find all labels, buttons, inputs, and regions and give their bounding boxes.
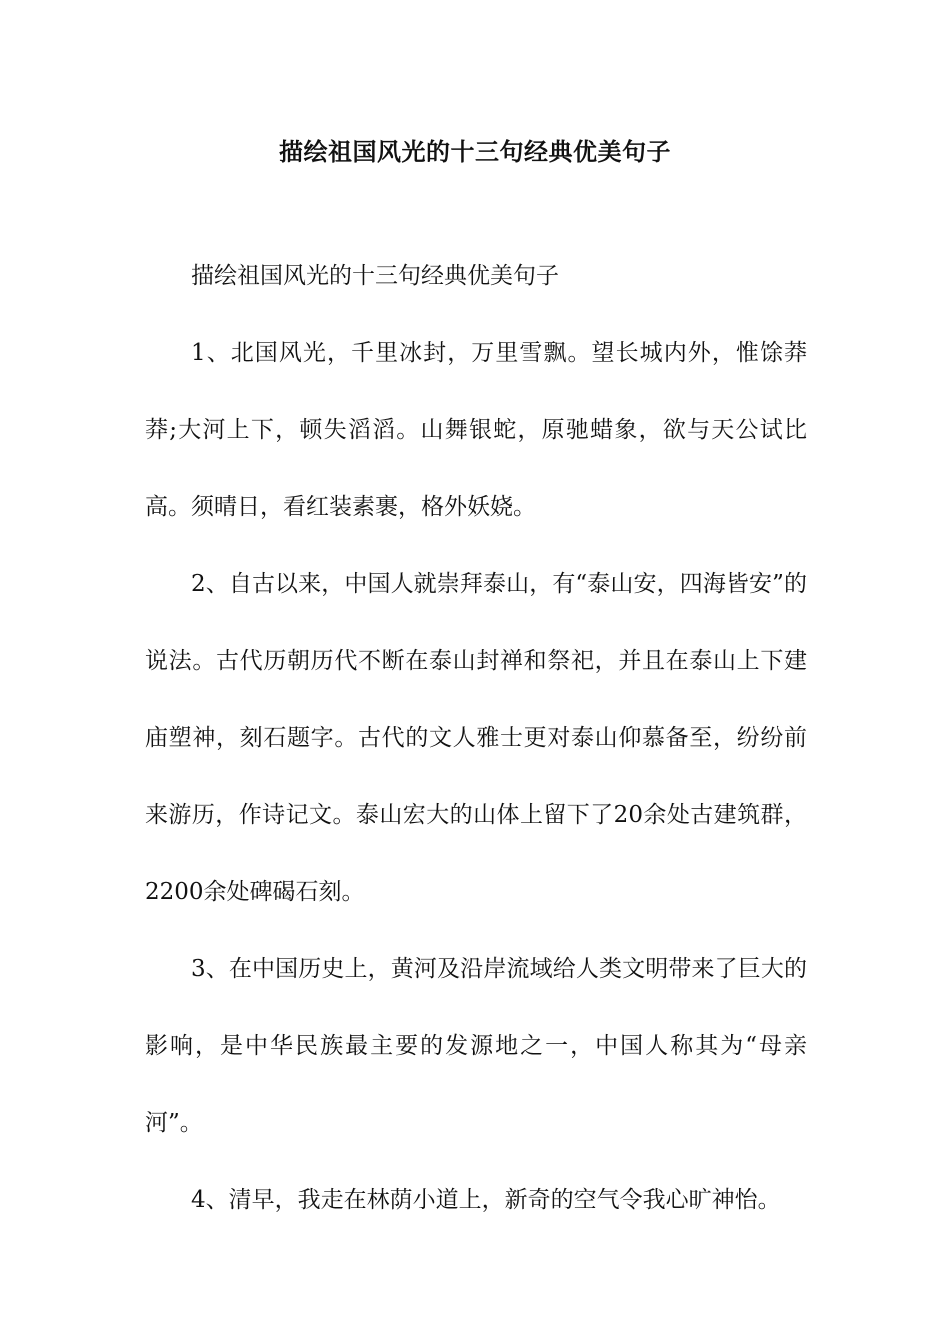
paragraph-heading: 描绘祖国风光的十三句经典优美句子	[191, 263, 559, 289]
paragraph-4: 4、清早，我走在林荫小道上，新奇的空气令我心旷神怡。	[191, 1187, 781, 1213]
paragraph-3: 3、在中国历史上，黄河及沿岸流域给人类文明带来了巨大的影响，是中华民族最主要的发源地之一，中国人称其为“母亲河”。	[145, 956, 807, 1136]
document-title: 描绘祖国风光的十三句经典优美句子	[279, 138, 671, 166]
paragraph-2: 2、自古以来，中国人就崇拜泰山，有“泰山安，四海皆安”的说法。古代历朝历代不断在泰山封禅和祭祀，并且在泰山上下建庙塑神，刻石题字。古代的文人雅士更对泰山仰慕备至，纷纷前来游历，作诗记文。泰山宏大的山体上留下了20余处古建筑群，2200余处碑碣石刻。	[145, 571, 807, 905]
document-body	[145, 238, 807, 1239]
paragraph-1: 1、北国风光，千里冰封，万里雪飘。望长城内外，惟馀莽莽;大河上下，顿失滔滔。山舞银蛇，原驰蜡象，欲与天公试比高。须晴日，看红装素裹，格外妖娆。	[145, 340, 807, 520]
